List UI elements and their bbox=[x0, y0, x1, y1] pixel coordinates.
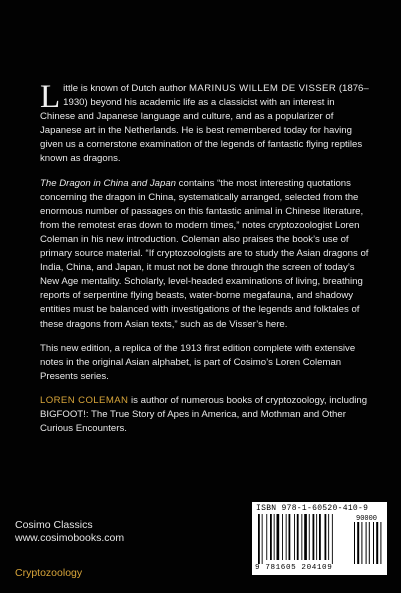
barcode-bar bbox=[282, 514, 283, 560]
addon-bar bbox=[361, 522, 362, 564]
book-title: The Dragon in China and Japan bbox=[40, 177, 177, 189]
blurb-text bbox=[40, 79, 370, 446]
blurb-paragraph-2: The Dragon in China and Japan contains “the most interesting quotations concerning the dragon in China, systematically arranged, selected from the enormous number of passages on this fantastic animal in Chinese literature, from the remotest eras down to modern times,” notes cryptozoologist Loren Coleman in his new introduction. Coleman also praises the book’s use of primary source material. “If cryptozoologists are to study the Asian dragons of India, China, and Japan, it must not be done through the screen of today’s New Age mentality. Scholarly, level-headed examinations of living, breathing reports of serpentine flying beasts, water-borne megafauna, and shadowy entities must be balanced with investigations of the legends and folktales of these dragons from Asian texts,” such as de Visser’s here. bbox=[40, 177, 369, 330]
author-name: MARINUS WILLEM DE VISSER bbox=[189, 83, 337, 94]
ean-digits: 9 781605 204109 bbox=[255, 564, 333, 572]
barcode-bar bbox=[274, 514, 275, 560]
barcode-bar bbox=[325, 514, 327, 560]
bio-author-name: LOREN COLEMAN bbox=[40, 394, 129, 406]
category-label: Cryptozoology bbox=[15, 567, 83, 579]
barcode-bar bbox=[289, 514, 291, 560]
barcode-bar bbox=[304, 514, 307, 560]
blurb-paragraph-3: This new edition, a replica of the 1913 first edition complete with extensive notes in the original Asian alphabet, is part of Cosimo’s Loren Coleman Presents series. bbox=[40, 342, 356, 382]
barcode-bar bbox=[313, 514, 315, 560]
addon-bar bbox=[366, 522, 367, 564]
price-code: 90000 bbox=[356, 515, 378, 523]
blurb-paragraph-1: Little is known of Dutch author MARINUS WILLEM DE VISSER (1876–1930) beyond his academic life as a classicist with an interest in Chinese and Japanese language and culture, and as a popularizer of Japanese art in the Netherlands. He is best remembered today for having given us a cornerstone examination of the legends of fantastic flying reptiles known as dragons. bbox=[40, 79, 369, 165]
author-bio: LOREN COLEMAN is author of numerous books of cryptozoology, including BIGFOOT!: The True Story of Apes in America, and Mothman and Other Curious Encounters. bbox=[40, 394, 368, 435]
publisher-url: www.cosimobooks.com bbox=[15, 532, 125, 544]
barcode-bar bbox=[266, 514, 267, 560]
barcode-bar bbox=[319, 514, 321, 560]
barcode-bar bbox=[277, 514, 280, 560]
barcode-bar bbox=[294, 514, 295, 560]
addon-bar bbox=[369, 522, 370, 564]
barcode-bar bbox=[328, 514, 329, 560]
barcode-bars bbox=[258, 514, 382, 564]
barcode-bar bbox=[262, 514, 263, 564]
addon-bar bbox=[380, 522, 381, 564]
publisher-block bbox=[15, 519, 124, 545]
addon-bar bbox=[376, 522, 378, 564]
drop-cap: L bbox=[40, 79, 61, 115]
addon-bar bbox=[354, 522, 355, 564]
barcode-bar bbox=[258, 514, 260, 564]
barcode-bar bbox=[286, 514, 287, 560]
barcode-bar bbox=[301, 514, 302, 560]
publisher-name: Cosimo Classics bbox=[15, 519, 93, 531]
barcode-bar bbox=[270, 514, 272, 560]
isbn-text: ISBN 978-1-60520-410-9 bbox=[256, 504, 369, 513]
barcode-bar bbox=[297, 514, 299, 560]
barcode-bar bbox=[316, 514, 317, 560]
barcode-bar bbox=[309, 514, 310, 560]
barcode bbox=[252, 502, 387, 575]
addon-bar bbox=[357, 522, 359, 564]
addon-bar bbox=[373, 522, 374, 564]
barcode-bar bbox=[332, 514, 333, 564]
